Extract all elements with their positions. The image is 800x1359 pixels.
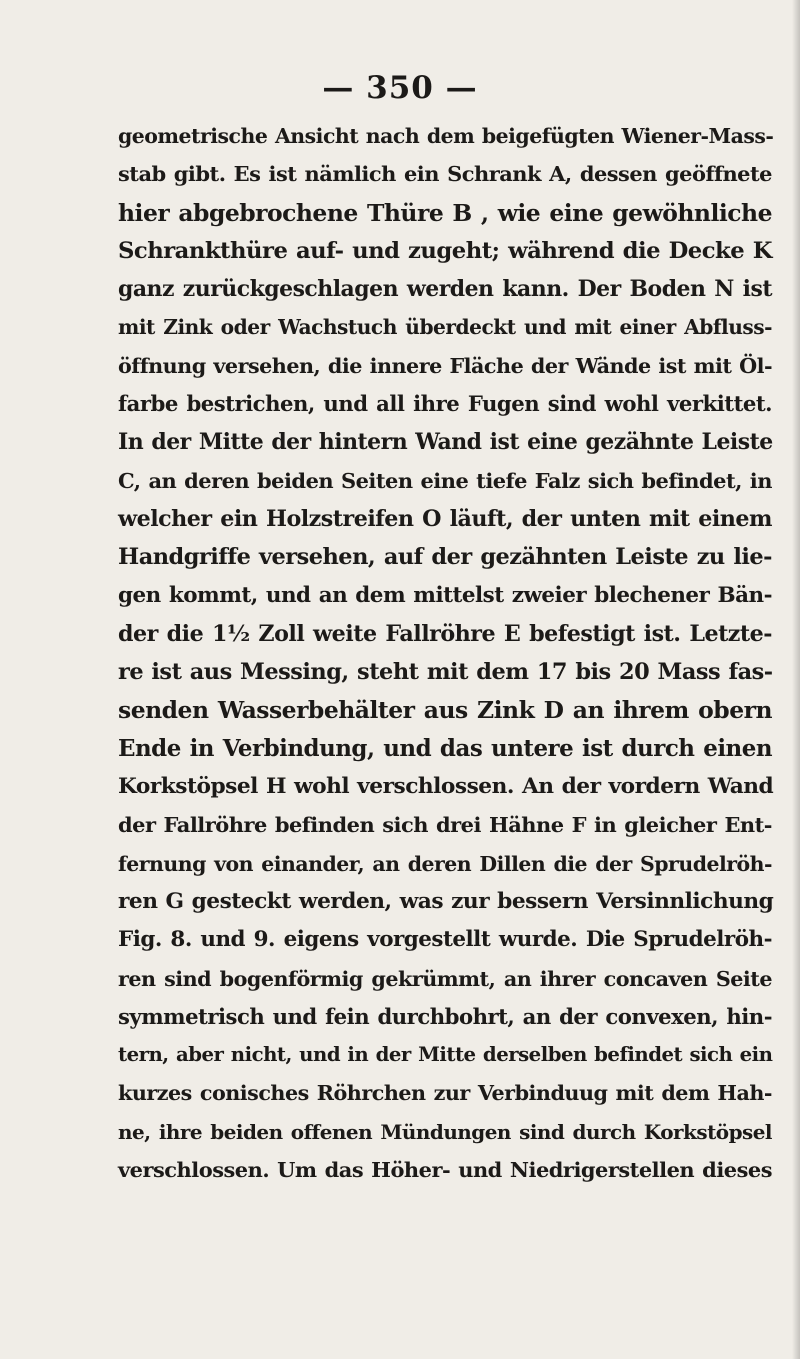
text-line-11: welcher ein Holzstreifen O läuft, der unten mit einem: [118, 505, 772, 532]
text-line-2: stab gibt. Es ist nämlich ein Schrank A, dessen geöffnete: [118, 161, 772, 187]
text-line-5: ganz zurückgeschlagen werden kann. Der Boden N ist: [118, 276, 772, 303]
text-line-16: senden Wasserbehälter aus Zink D an ihrem obern: [118, 696, 772, 725]
text-line-17: Ende in Verbindung, und das untere ist durch einen: [118, 734, 772, 762]
text-line-13: gen kommt, und an dem mittelst zweier blechener Bän-: [118, 582, 772, 608]
text-line-3: hier abgebrochene Thüre B , wie eine gewöhnliche: [118, 198, 772, 227]
text-line-23: ren sind bogenförmig gekrümmt, an ihrer concaven Seite: [118, 966, 772, 991]
text-line-12: Handgriffe versehen, auf der gezähnten Leiste zu lie-: [118, 544, 772, 571]
text-line-22: Fig. 8. und 9. eigens vorgestellt wurde. Die Sprudelröh-: [118, 927, 772, 953]
text-line-26: kurzes conisches Röhrchen zur Verbinduug mit dem Hah-: [118, 1081, 772, 1106]
text-line-20: fernung von einander, an deren Dillen die der Sprudelröh-: [118, 851, 772, 876]
text-line-27: ne, ihre beiden offenen Mündungen sind durch Korkstöpsel: [118, 1119, 772, 1144]
text-line-4: Schrankthüre auf- und zugeht; während die Decke K: [118, 237, 772, 264]
text-line-24: symmetrisch und fein durchbohrt, an der convexen, hin-: [118, 1003, 772, 1029]
text-line-25: tern, aber nicht, und in der Mitte derselben befindet sich ein: [118, 1043, 773, 1067]
text-line-9: In der Mitte der hintern Wand ist eine gezähnte Leiste: [118, 429, 773, 456]
text-line-18: Korkstöpsel H wohl verschlossen. An der vordern Wand: [118, 774, 774, 800]
text-line-7: öffnung versehen, die innere Fläche der Wände ist mit Öl-: [118, 353, 773, 378]
page-number: — 350 —: [322, 70, 478, 106]
text-line-28: verschlossen. Um das Höher- und Niedrigerstellen dieses: [118, 1157, 772, 1183]
body-text: [118, 117, 772, 1189]
text-line-8: farbe bestrichen, und all ihre Fugen sind wohl verkittet.: [118, 391, 772, 417]
text-line-15: re ist aus Messing, steht mit dem 17 bis 20 Mass fas-: [118, 659, 773, 686]
text-line-19: der Fallröhre befinden sich drei Hähne F in gleicher Ent-: [118, 812, 772, 838]
text-line-14: der die 1½ Zoll weite Fallröhre E befestigt ist. Letzte-: [118, 620, 772, 647]
text-line-10: C, an deren beiden Seiten eine tiefe Falz sich befindet, in: [118, 467, 772, 493]
text-line-1: geometrische Ansicht nach dem beigefügten Wiener-Mass-: [118, 124, 774, 148]
text-line-21: ren G gesteckt werden, was zur bessern Versinnlichung: [118, 888, 774, 914]
page-edge-shadow: [792, 0, 800, 1359]
text-line-6: mit Zink oder Wachstuch überdeckt und mit einer Abfluss-: [118, 315, 772, 340]
